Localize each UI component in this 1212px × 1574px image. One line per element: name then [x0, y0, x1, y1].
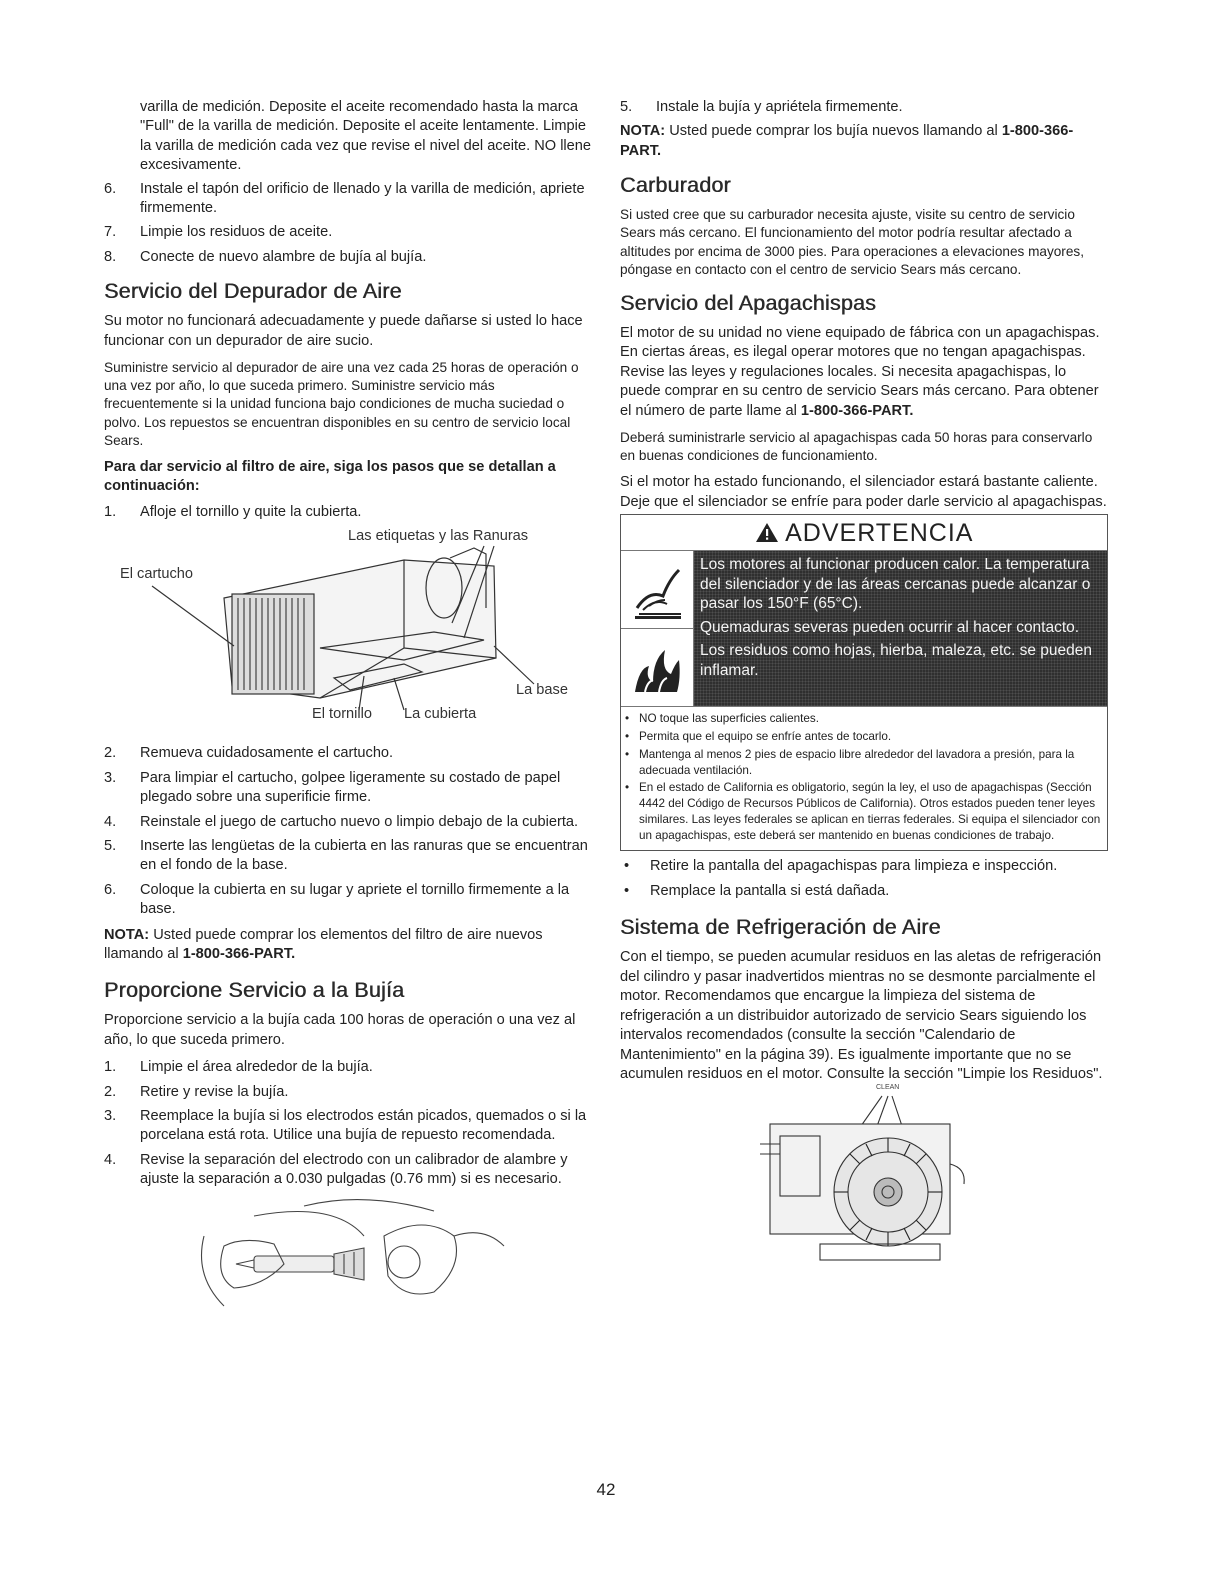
note-label: NOTA:: [104, 926, 150, 943]
carburetor-heading: Carburador: [620, 173, 731, 198]
air-step-1-list: [104, 503, 592, 522]
warning-triangle-icon: [755, 521, 779, 543]
cartridge-label: El cartucho: [120, 566, 194, 583]
list-item: 1. Afloje el tornillo y quite la cubierta.: [104, 503, 362, 520]
hot-surface-icon: [621, 551, 693, 628]
engine-illustration: [620, 1084, 1108, 1272]
base-label: La base: [516, 682, 568, 699]
cooling-system-paragraph: Con el tiempo, se pueden acumular residuos en las aletas de refrigeración del cilindro y pasar inadvertidos mientras no se desmonte parcialmente el motor. Recomendamos que encargue la limpieza del sistema de refrigeración a un distribuidor autorizado de servicio Sears siguiendo los intervalos recomendados (consulte la sección "Calendario de Mantenimiento" en la página 39). Es igualmente importante que no se acumulen residuos en el motor. Consulte la sección "Limpie los Residuos".: [620, 949, 1103, 1082]
note-phone: 1-800-366-PART.: [620, 123, 1074, 159]
list-item: 2. Retire y revise la bujía.: [104, 1083, 289, 1100]
spark-plug-heading: Proporcione Servicio a la Bujía: [104, 978, 405, 1003]
warning-line: Los motores al funcionar producen calor. La temperatura del silenciador y de las áreas cercanas puede alcanzar o pasar los 150°F (65°C).: [700, 556, 1091, 613]
spark-plug-steps-list: [104, 1058, 592, 1189]
warning-box: [620, 514, 1108, 850]
engine-figure: [620, 1084, 1108, 1272]
right-column: [620, 98, 1108, 1272]
list-item: 5. Instale la bujía y apriétela firmemente.: [620, 99, 903, 115]
fire-icon: [621, 628, 693, 706]
list-item: 1. Limpie el área alrededor de la bujía.: [104, 1059, 373, 1076]
warning-icons: [621, 551, 694, 706]
list-item: 4. Revise la separación del electrodo con un calibrador de alambre y ajuste la separación a 0.030 pulgadas (0.76 mm) si es necesario.: [104, 1151, 568, 1188]
spark-plug-paragraph: Proporcione servicio a la bujía cada 100 horas de operación o una vez al año, lo que suceda primero.: [104, 1012, 576, 1048]
list-item: 2. Remueva cuidadosamente el cartucho.: [104, 745, 394, 762]
list-item: 6. Instale el tapón del orificio de llenado y la varilla de medición, apriete firmemente.: [104, 180, 585, 217]
air-cleaner-instruction: Para dar servicio al filtro de aire, siga los pasos que se detallan a continuación:: [104, 459, 556, 495]
list-item: 3. Para limpiar el cartucho, golpee ligeramente su costado de papel plegado sobre una superificie firme.: [104, 769, 561, 806]
air-steps-list: [104, 744, 592, 919]
air-note: [104, 926, 592, 965]
warning-body: [621, 550, 1107, 706]
clean-label: CLEAN: [876, 1084, 900, 1092]
list-item: • Mantenga al menos 2 pies de espacio libre alrededor del lavadora a presión, para la adecuada ventilación.: [625, 747, 1075, 777]
list-item: • En el estado de California es obligatorio, según la ley, el uso de apagachispas (Sección 4442 del Código de Recursos Públicos de California). Otros estados pueden tener leyes similares. Las leyes federales se aplican en tierras federales. Si equipa el silenciador con un apagachispas, este deberá ser mantenido en buenas condiciones de trabajo.: [625, 781, 1101, 842]
list-item: 6. Coloque la cubierta en su lugar y apriete el tornillo firmemente a la base.: [104, 881, 570, 918]
cover-label: La cubierta: [404, 706, 477, 723]
plug-note: [620, 122, 1108, 161]
note-text: Usted puede comprar los bujía nuevos llamando al: [669, 123, 998, 140]
list-item: 4. Reinstale el juego de cartucho nuevo o limpio debajo de la cubierta.: [104, 813, 579, 830]
spark-arrester-paragraph-1: El motor de su unidad no viene equipado de fábrica con un apagachispas. En ciertas áreas, es ilegal operar motores que no tengan apagachispas. Revise las leyes y regulaciones locales. Si necesita apagachispas, lo puede comprar en su centro de servicio Sears más cercano. Para obtener el número de parte llame al 1-800-366-PART.: [620, 325, 1100, 419]
spark-arrester-paragraph-2: Deberá suministrarle servicio al apagachispas cada 50 horas para conservarlo en buenas condiciones de funcionamiento.: [620, 430, 1093, 464]
oil-steps-list: [104, 180, 592, 268]
warning-message: [694, 551, 1107, 706]
list-item: • Permita que el equipo se enfríe antes de tocarlo.: [625, 730, 892, 744]
tabs-label: Las etiquetas y las Ranuras: [348, 528, 529, 545]
air-filter-figure: [104, 528, 592, 740]
list-item: • Remplace la pantalla si está dañada.: [624, 883, 890, 900]
list-item: • Retire la pantalla del apagachispas para limpieza e inspección.: [624, 857, 1058, 874]
spark-plug-gap-illustration: [104, 1196, 592, 1324]
warning-line: Los residuos como hojas, hierba, maleza, etc. se pueden inflamar.: [700, 642, 1093, 679]
left-column: [104, 98, 592, 1324]
cooling-system-heading: Sistema de Refrigeración de Aire: [620, 915, 941, 940]
warning-title: ADVERTENCIA: [621, 515, 1107, 550]
list-item: 7. Limpie los residuos de aceite.: [104, 224, 333, 241]
spark-arrester-heading: Servicio del Apagachispas: [620, 291, 876, 316]
warning-bullets: [621, 706, 1107, 849]
spark-arrester-phone: 1-800-366-PART.: [800, 402, 914, 419]
carburetor-paragraph: Si usted cree que su carburador necesita ajuste, visite su centro de servicio Sears más cercano. El funcionamiento del motor podría resultar afectado a altitudes por encima de 3000 pies. Para operaciones a elevaciones mayores, póngase en contacto con el centro de servicio Sears más cercano.: [620, 207, 1084, 277]
warning-line: Quemaduras severas pueden ocurrir al hacer contacto.: [700, 618, 1080, 636]
air-filter-illustration: [104, 528, 592, 740]
list-item: 3. Reemplace la bujía si los electrodos están picados, quemados o si la porcelana está rota. Utilice una bujía de repuesto recomendada.: [104, 1107, 587, 1144]
note-phone: 1-800-366-PART.: [182, 945, 296, 962]
list-item: 8. Conecte de nuevo alambre de bujía al bujía.: [104, 248, 427, 265]
air-cleaner-heading: Servicio del Depurador de Aire: [104, 279, 402, 304]
plug-step-5-list: [620, 98, 1108, 117]
note-label: NOTA:: [620, 123, 666, 140]
list-item: 5. Inserte las lengüetas de la cubierta en las ranuras que se encuentran en el fondo de la base.: [104, 837, 588, 874]
note-text: Usted puede comprar los elementos del filtro de aire nuevos llamando al: [104, 926, 543, 962]
oil-intro-paragraph: varilla de medición. Deposite el aceite recomendado hasta la marca "Full" de la varilla de medición. Deposite el aceite lentamente. Limpie la varilla de medición cada vez que revise el nivel del aceite. NO llene excesivamente.: [140, 99, 592, 174]
air-cleaner-paragraph-1: Su motor no funcionará adecuadamente y puede dañarse si usted lo hace funcionar con un depurador de aire sucio.: [104, 313, 583, 349]
page-number: 42: [596, 1480, 616, 1499]
list-item: • NO toque las superficies calientes.: [625, 712, 819, 726]
screw-label: El tornillo: [312, 706, 373, 723]
air-cleaner-paragraph-2: Suministre servicio al depurador de aire una vez cada 25 horas de operación o una vez por año, lo que suceda primero. Suministre servicio más frecuentemente si la unidad funciona bajo condiciones de mucha suciedad o polvo. Los repuestos se encuentran disponibles en su centro de servicio local Sears.: [104, 360, 579, 448]
spark-arrester-paragraph-3: Si el motor ha estado funcionando, el silenciador estará bastante caliente. Deje que el silenciador se enfríe para poder darle servicio al apagachispas.: [620, 474, 1107, 510]
